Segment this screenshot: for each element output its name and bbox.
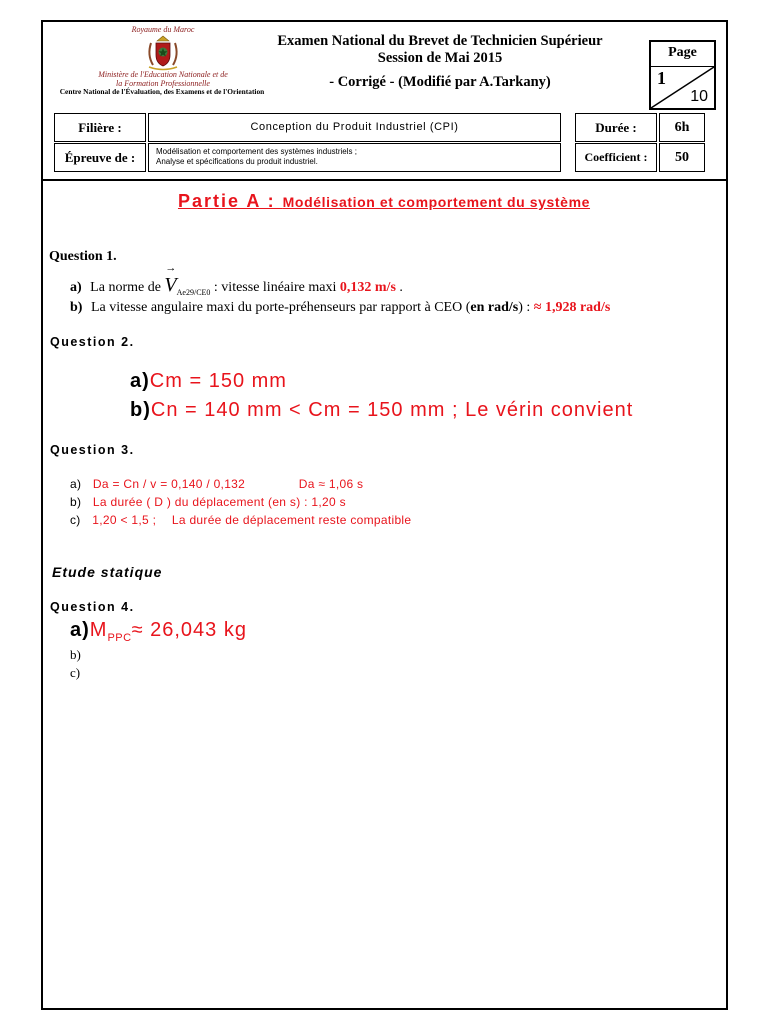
vector-v: [164, 262, 177, 297]
q3-c-value2: La durée de déplacement reste compatible: [171, 513, 412, 527]
duree-label: Durée :: [575, 113, 657, 142]
coefficient-label: Coefficient :: [575, 143, 657, 172]
exam-title: Examen National du Brevet de Technicien Supérieur: [277, 33, 603, 49]
question-1-heading: Question 1.: [49, 249, 117, 264]
coefficient-value: 50: [659, 143, 705, 172]
q3-a-value2: Da ≈ 1,06 s: [298, 477, 364, 491]
q4-a-label: a): [70, 619, 90, 641]
q2-line-b: [130, 399, 633, 422]
q3-line-c: [70, 513, 411, 527]
header-divider: [41, 179, 728, 181]
epreuve-value: [148, 143, 561, 172]
q1-a-label: a): [70, 280, 82, 295]
vector-subscript: Ae29/CE0: [176, 287, 211, 297]
q2-a-value: Cm = 150 mm: [149, 370, 287, 392]
q3-b-value: La durée ( D ) du déplacement (en s) : 1,20 s: [92, 495, 346, 509]
q2-a-label: a): [130, 370, 150, 392]
page-number: 1: [657, 68, 666, 88]
partie-a-subtitle: Modélisation et comportement du système: [282, 194, 591, 210]
q4-a-value: ≈ 26,043 kg: [131, 619, 247, 641]
q2-line-a: [130, 370, 287, 393]
page-total: 10: [690, 88, 708, 105]
q3-a-label: a): [70, 477, 82, 491]
q1-line-b: [70, 300, 610, 316]
q1-a-text2: : vitesse linéaire maxi: [210, 280, 340, 295]
exam-session: Session de Mai 2015: [377, 50, 503, 66]
q3-b-label: b): [70, 495, 82, 509]
q2-b-label: b): [130, 399, 151, 421]
q1-b-bold: en rad/s: [470, 300, 519, 315]
etude-statique-title: Etude statique: [52, 564, 163, 580]
q4-a-symbol: M: [89, 619, 108, 641]
q1-b-value: 1,928 rad/s: [544, 300, 611, 315]
q4-a-subscript: PPC: [107, 632, 132, 644]
q2-b-value: Cn = 140 mm < Cm = 150 mm ; Le vérin convient: [150, 399, 634, 421]
question-4-heading: Question 4.: [50, 600, 135, 614]
q1-b-approx: ≈: [533, 300, 542, 315]
page-label: Page: [651, 42, 714, 67]
epreuve-label: Épreuve de :: [54, 143, 146, 172]
q1-line-a: [70, 262, 403, 297]
q4-c-label: c): [70, 665, 81, 680]
q4-b-label: b): [70, 647, 81, 662]
q1-a-end: .: [395, 280, 403, 295]
q3-line-a: [70, 477, 363, 491]
logo-kingdom-text: Royaume du Maroc: [131, 25, 195, 34]
logo-ministry-line1: Ministère de l'Education Nationale et de: [98, 70, 228, 79]
q1-a-value: 0,132 m/s: [339, 280, 396, 295]
q1-a-text1: La norme de: [90, 280, 165, 295]
filiere-value: Conception du Produit Industriel (CPI): [148, 113, 561, 142]
exam-subtitle: - Corrigé - (Modifié par A.Tarkany): [329, 74, 551, 90]
q3-c-label: c): [70, 513, 81, 527]
epreuve-line1: Modélisation et comportement des systèmes industriels ;: [156, 147, 357, 156]
q3-c-value1: 1,20 < 1,5 ;: [92, 513, 157, 527]
duree-value: 6h: [659, 113, 705, 142]
q3-line-b: [70, 495, 346, 509]
partie-a-title: [0, 191, 768, 212]
q3-a-value1: Da = Cn / v = 0,140 / 0,132: [92, 477, 246, 491]
q4-line-a: [70, 619, 247, 644]
logo-center-caption: Centre National de l'Évaluation, des Examens et de l'Orientation: [59, 87, 265, 96]
partie-a-prefix: Partie A :: [177, 191, 283, 211]
filiere-label: Filière :: [54, 113, 146, 142]
question-2-heading: Question 2.: [50, 335, 135, 349]
q1-b-text1: La vitesse angulaire maxi du porte-préhenseurs par rapport à CEO (: [90, 300, 471, 315]
vector-symbol: V: [164, 274, 177, 296]
question-3-heading: Question 3.: [50, 443, 135, 457]
q1-b-label: b): [70, 300, 83, 315]
coat-of-arms-icon: [143, 35, 183, 71]
logo-ministry-line2: la Formation Professionnelle: [116, 79, 210, 88]
q1-b-text2: ) :: [518, 300, 534, 315]
epreuve-line2: Analyse et spécifications du produit industriel.: [156, 157, 318, 166]
page-indicator: [649, 40, 716, 110]
vector-arrow-icon: →: [165, 262, 177, 274]
